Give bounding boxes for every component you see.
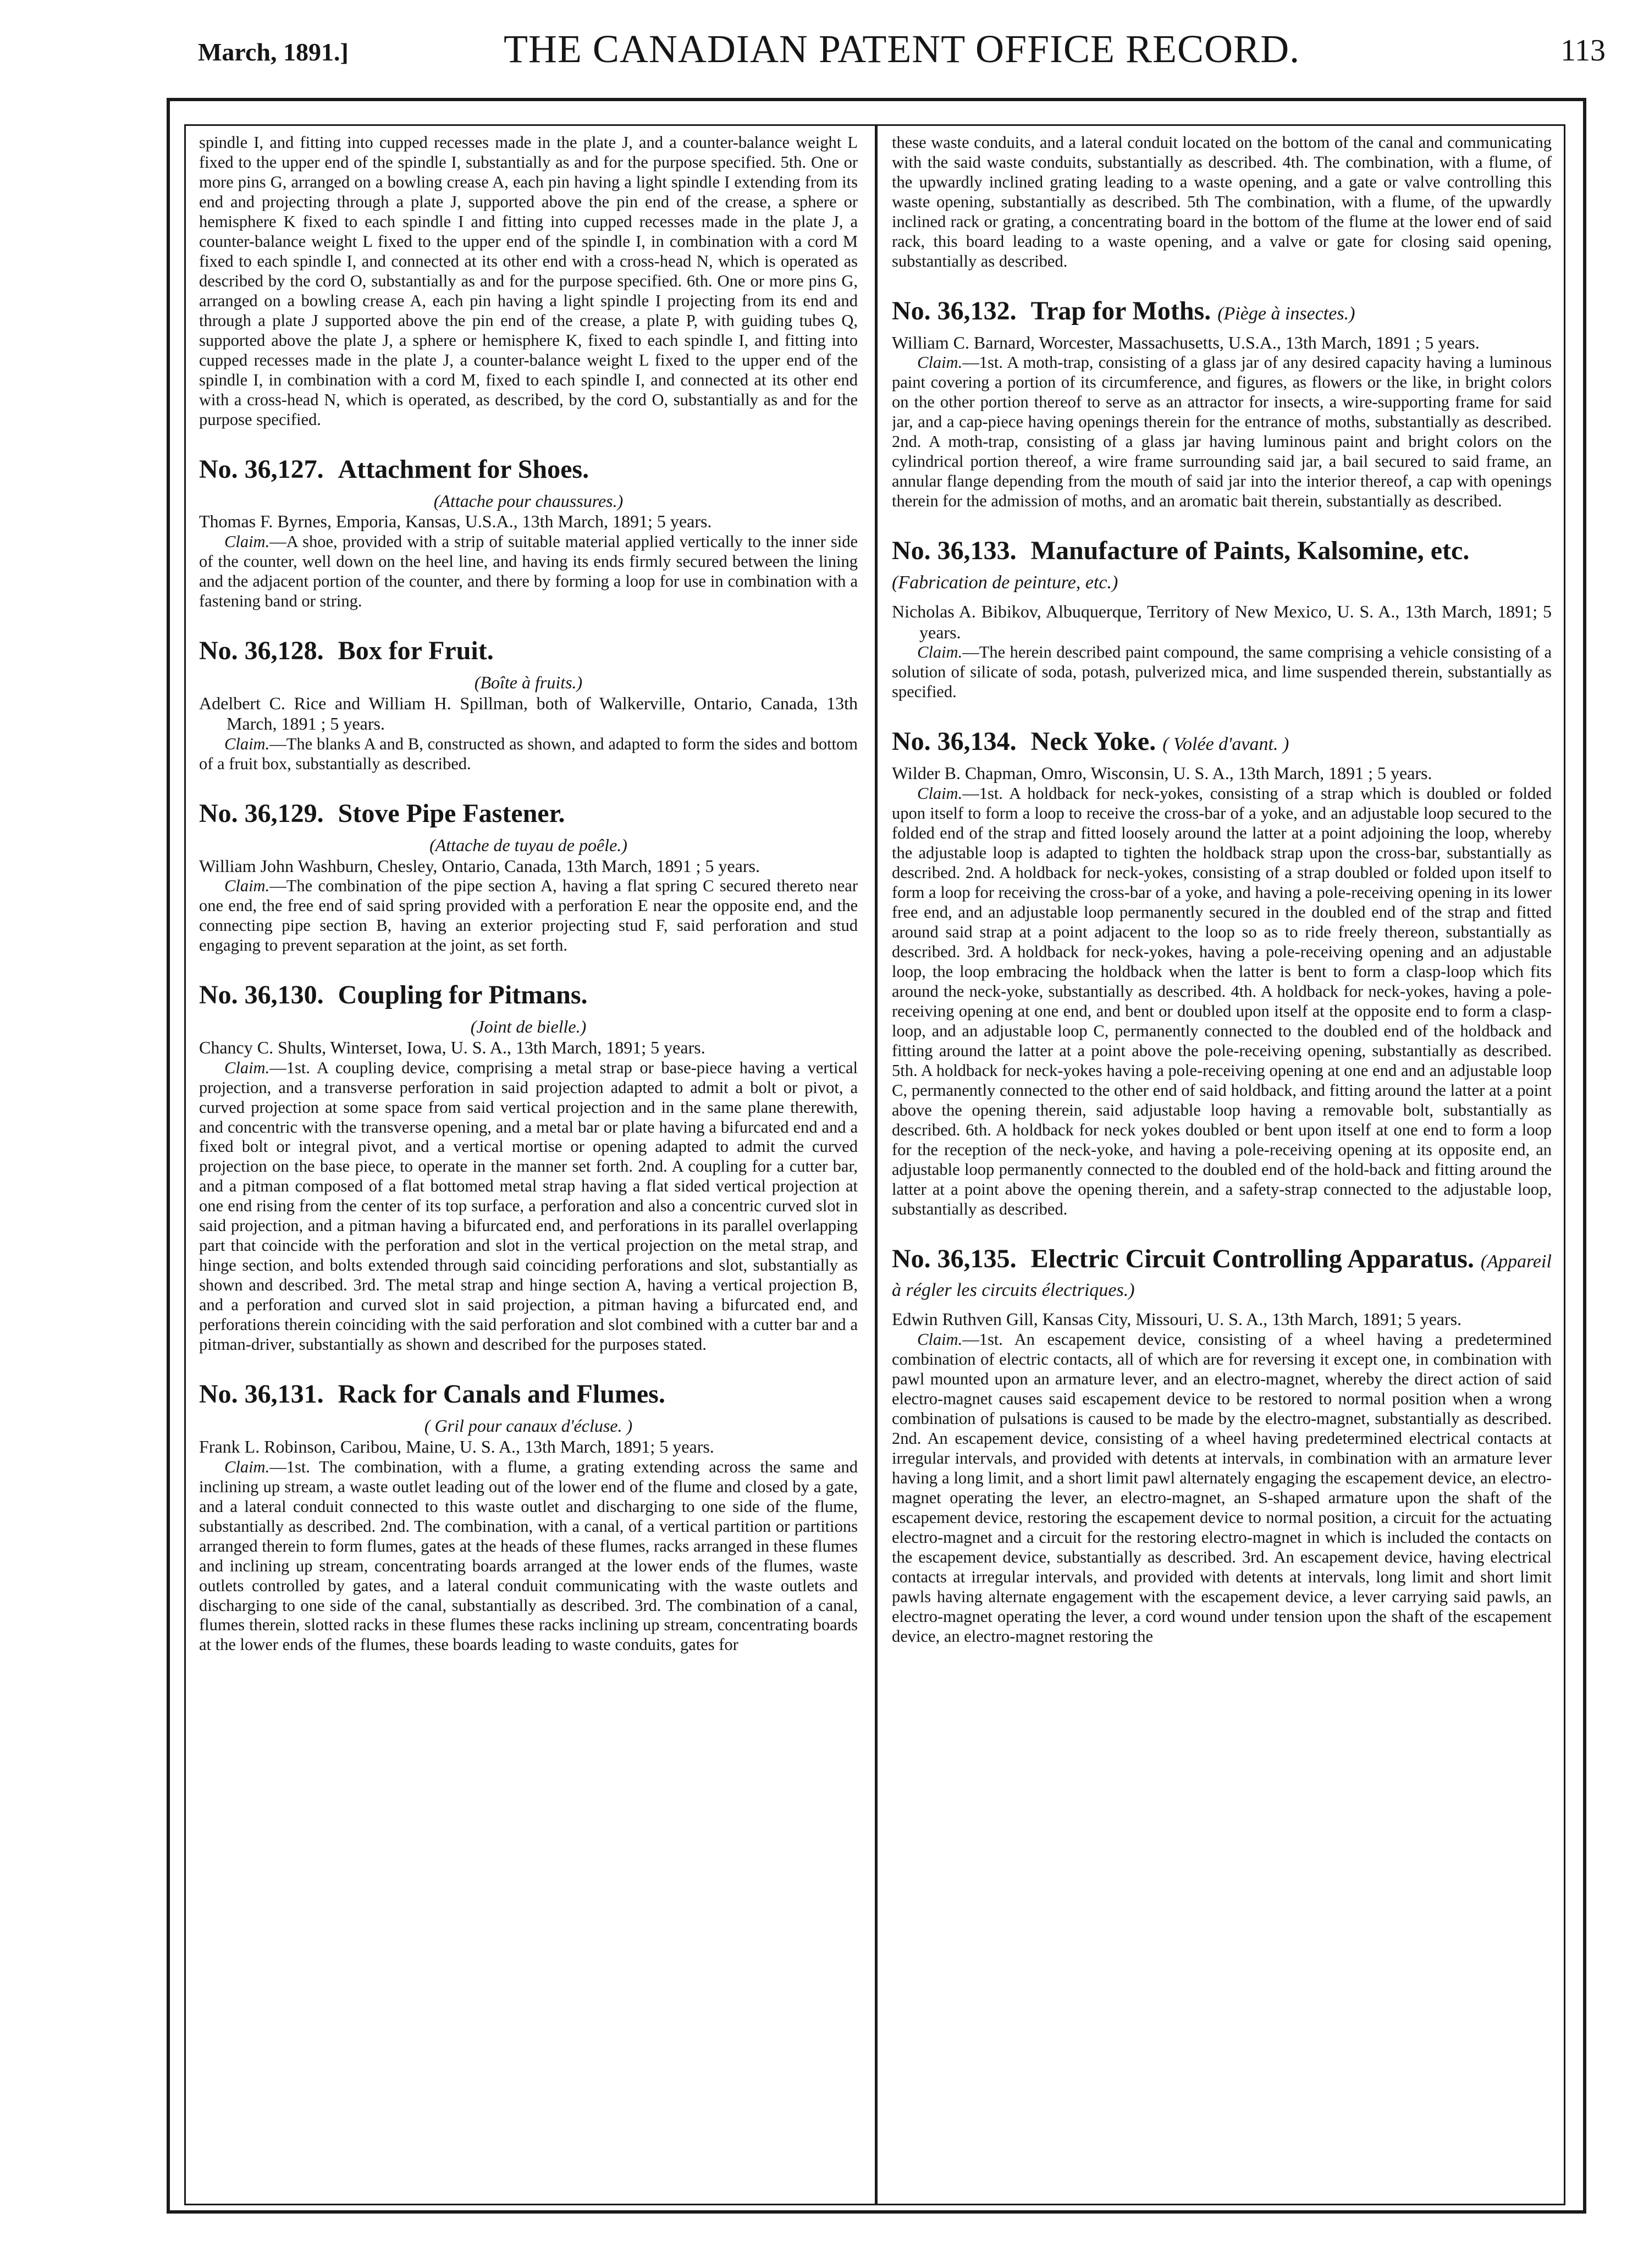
- patent-number: No. 36,128.: [199, 636, 324, 665]
- patent-number: No. 36,129.: [199, 799, 324, 829]
- inventor-line: Nicholas A. Bibikov, Albuquerque, Territory of New Mexico, U. S. A., 13th March, 1891; 5 years.: [892, 601, 1552, 642]
- claim-text: [199, 735, 858, 774]
- inventor-line: Frank L. Robinson, Caribou, Maine, U. S. A., 13th March, 1891; 5 years.: [199, 1436, 714, 1456]
- patent-number: No. 36,130.: [199, 980, 324, 1010]
- french-title: (Fabrication de peinture, etc.): [892, 572, 1118, 593]
- patent-entry-36127: [199, 455, 858, 611]
- patent-heading: [892, 727, 1552, 757]
- inventor-line: William John Washburn, Chesley, Ontario, Canada, 13th March, 1891 ; 5 years.: [199, 856, 760, 876]
- patent-entry-36134: [892, 727, 1552, 1219]
- claim-text: [199, 876, 858, 956]
- french-title: ( Volée d'avant. ): [1162, 734, 1289, 755]
- french-title: (Joint de bielle.): [470, 1017, 587, 1037]
- claim-text: [892, 1330, 1552, 1647]
- patent-entry-36128: [199, 637, 858, 774]
- patent-entry-36132: [892, 297, 1552, 511]
- patent-heading: [892, 537, 1552, 595]
- claim-text: [199, 1458, 858, 1656]
- claim-label: Claim.: [224, 876, 270, 896]
- patent-heading: [199, 981, 858, 1010]
- patent-heading: [892, 297, 1552, 326]
- patent-title: Electric Circuit Controlling Apparatus.: [1030, 1244, 1474, 1273]
- claim-body: —1st. A holdback for neck-yokes, consisting of a strap which is doubled or folded upon itself to form a loop to receive the cross-bar of a yoke, and an adjustable loop secured to the folded end of the strap and fitted loosely around the latter at a point adjoining the loop, whereby the adjustable loop is adapted to tighten the holdback strap upon the cross-bar, substantially as described. 2nd. A holdback for neck-yokes, consisting of a strap doubled or folded upon itself to form a loop for receiving the cross-bar of a yoke, and having a pole-receiving opening in its lower free end, and an adjustable loop permanently secured in the doubled end of the strap and fitted around said strap at a point adjacent to the loop so as to ride freely thereon, substantially as described. 3rd. A holdback for neck-yokes, having a pole-receiving opening and an adjustable loop, the loop embracing the holdback when the latter is bent to form a clasp-loop which fits around the neck-yoke, substantially as described. 4th. A holdback for neck-yokes, having a pole-receiving opening at one end, and bent or doubled upon itself at the opposite end to form a clasp-loop, and an adjustable loop C, permanently connected to the doubled end of the holdback and fitting around the latter at a point above the pole-receiving opening, substantially as described. 5th. A holdback for neck-yokes having a pole-receiving opening at one end and an adjustable loop C, permanently connected to the other end of said holdback, and fitting around the latter at a point above the opening therein, said adjustable loop having a removable bolt, substantially as described. 6th. A holdback for neck yokes doubled or bent upon itself at one end to form a loop for the reception of the neck-yoke, and having a pole-receiving opening at its opposite end, an adjustable loop permanently connected to the doubled end of the hold-back and fitting around the latter at a point above the opening therein, and a safety-strap connected to the adjustable loop, substantially as described.: [892, 783, 1552, 1218]
- inventor-line: Edwin Ruthven Gill, Kansas City, Missouri, U. S. A., 13th March, 1891; 5 years.: [892, 1309, 1462, 1329]
- right-column: [892, 133, 1552, 2200]
- patent-heading: [199, 637, 858, 666]
- claim-body: —A shoe, provided with a strip of suitable material applied vertically to the inner side of the counter, well down on the heel line, and having its ends firmly secured between the lining and the adjacent portion of the counter, and there by forming a loop for use in combination with a fastening band or string.: [199, 532, 858, 611]
- french-title: (Attache pour chaussures.): [433, 490, 624, 511]
- patent-number: No. 36,134.: [892, 727, 1017, 757]
- inventor-line: William C. Barnard, Worcester, Massachusetts, U.S.A., 13th March, 1891 ; 5 years.: [892, 332, 1480, 352]
- page-number: 113: [1560, 34, 1606, 68]
- patent-entry-36129: [199, 799, 858, 956]
- french-title: (Attache de tuyau de poêle.): [429, 835, 627, 855]
- patent-heading: [199, 799, 858, 829]
- patent-number: No. 36,127.: [199, 454, 324, 484]
- claim-label: Claim.: [917, 783, 963, 803]
- french-title: (Appareil à régler les circuits électriques.): [892, 1251, 1552, 1301]
- column-divider: [875, 124, 878, 2205]
- claim-body: —1st. The combination, with a flume, a grating extending across the same and inclining up stream, a waste outlet leading out of the lower end of the flume and closed by a gate, and a lateral conduit connected to this waste outlet and discharging to one side of the flume, substantially as described. 2nd. The combination, with a canal, of a vertical partition or partitions arranged therein to form flumes, gates at the heads of these flumes, racks arranged in these flumes and inclining up stream, concentrating boards arranged at the lower ends of the flumes, waste outlets controlled by gates, and a lateral conduit communicating with the waste outlets and discharging to one side of the canal, substantially as described. 3rd. The combination of a canal, flumes therein, slotted racks in these flumes these racks inclining up stream, concentrating boards at the lower ends of the flumes, these boards leading to waste conduits, gates for: [199, 1457, 858, 1654]
- patent-heading: [892, 1245, 1552, 1303]
- patent-title: Box for Fruit.: [338, 636, 494, 665]
- french-title: (Boîte à fruits.): [474, 672, 583, 692]
- patent-title: Neck Yoke.: [1030, 727, 1156, 757]
- publication-title: THE CANADIAN PATENT OFFICE RECORD.: [503, 27, 1300, 71]
- issue-date: March, 1891.]: [198, 38, 349, 66]
- patent-entry-36130: [199, 981, 858, 1355]
- claim-body: —The herein described paint compound, the same comprising a vehicle consisting of a solution of silicate of soda, potash, pulverized mica, and lime suspended therein, substantially as specified.: [892, 643, 1552, 702]
- claim-label: Claim.: [224, 735, 270, 754]
- claim-label: Claim.: [917, 1329, 963, 1349]
- patent-entry-36131: [199, 1380, 858, 1655]
- claim-text: [892, 353, 1552, 511]
- patent-entry-36133: [892, 537, 1552, 702]
- inventor-line: Thomas F. Byrnes, Emporia, Kansas, U.S.A., 13th March, 1891; 5 years.: [199, 511, 712, 532]
- claim-label: Claim.: [224, 1058, 270, 1077]
- inventor-line: Chancy C. Shults, Winterset, Iowa, U. S. A., 13th March, 1891; 5 years.: [199, 1037, 705, 1057]
- patent-title: Rack for Canals and Flumes.: [338, 1379, 665, 1409]
- patent-number: No. 36,132.: [892, 296, 1017, 325]
- patent-heading: [199, 455, 858, 484]
- claim-text: [892, 784, 1552, 1219]
- french-title: (Piège à insectes.): [1217, 303, 1355, 324]
- patent-number: No. 36,135.: [892, 1244, 1017, 1273]
- left-column: [199, 133, 858, 2200]
- claim-body: —The combination of the pipe section A, having a flat spring C secured thereto near one end, the free end of said spring provided with a perforation E near the opposite end, and the connecting pipe section B, having an exterior projecting stud F, said perforation and stud engaging to prevent separation at the joint, as set forth.: [199, 876, 858, 955]
- continued-claim-text: these waste conduits, and a lateral conduit located on the bottom of the canal and communicating with the said waste conduits, substantially as described. 4th. The combination, with a flume, of the upwardly inclined grating leading to a waste opening, and a gate or valve controlling this waste opening, substantially as described. 5th The combination, with a flume, of the upwardly inclined rack or grating, a concentrating board in the bottom of the flume at the lower end of said rack, this board leading to a waste opening, and a valve or gate for closing said opening, substantially as described.: [892, 133, 1552, 271]
- claim-label: Claim.: [917, 643, 963, 662]
- patent-title: Attachment for Shoes.: [338, 454, 589, 484]
- claim-body: —1st. A moth-trap, consisting of a glass jar of any desired capacity having a luminous paint covering a portion of its circumference, and figures, as flowers or the like, in bright colors on the other portion thereof to serve as an attractor for insects, a wire-supporting frame for said jar, and a cap-piece having openings therein for the entrance of moths, substantially as described. 2nd. A moth-trap, consisting of a glass jar having luminous paint and bright colors on the cylindrical portion thereof, a wire frame surrounding said jar, a bail secured to said frame, an annular flange depending from the mouth of said jar into the interior thereof, a cap with openings therein for the admission of moths, and an aromatic bait therein, substantially as described.: [892, 353, 1552, 511]
- patent-title: Coupling for Pitmans.: [338, 980, 588, 1010]
- patent-title: Stove Pipe Fastener.: [338, 799, 565, 829]
- claim-text: [199, 1058, 858, 1355]
- claim-label: Claim.: [917, 353, 963, 372]
- claim-text: [892, 643, 1552, 702]
- patent-title: Manufacture of Paints, Kalsomine, etc.: [1030, 536, 1470, 566]
- claim-body: —1st. A coupling device, comprising a metal strap or base-piece having a vertical projection, and a transverse perforation in said projection adapted to admit a bolt or pivot, a curved projection at some space from said vertical projection and in the same plane therewith, and concentric with the transverse opening, and a metal bar or plate having a bifurcated end and a fixed bolt or integral pivot, and a vertical mortise or opening adapted to admit the curved projection on the base piece, to operate in the manner set forth. 2nd. A coupling for a cutter bar, and a pitman composed of a flat bottomed metal strap having a flat sided vertical projection at one end rising from the center of its top surface, a perforation and also a concentric curved slot in said projection, and a pitman having a bifurcated end, and perforations in its parallel overlapping part that coincide with the perforation and slot in the vertical projection on the metal strap, and hinge section, and bolts extended through said coinciding perforations and slot, substantially as shown and described. 3rd. The metal strap and hinge section A, having a vertical projection B, and a perforation and curved slot in said projection, a pitman having a bifurcated end, and perforations therein coinciding with the said perforation and slot combined with a cutter bar and a pitman-driver, substantially as shown and described for the purposes stated.: [199, 1058, 858, 1354]
- claim-label: Claim.: [224, 1457, 270, 1476]
- patent-entry-36135: [892, 1245, 1552, 1647]
- page-header: [198, 26, 1606, 87]
- patent-number: No. 36,133.: [892, 536, 1017, 566]
- continued-claim-text: spindle I, and fitting into cupped recesses made in the plate J, and a counter-balance weight L fixed to the upper end of the spindle I, substantially as and for the purpose specified. 5th. One or more pins G, arranged on a bowling crease A, each pin having a light spindle I extending from its end and projecting through a plate J, supported above the pin end of the crease, a sphere or hemisphere K fixed to each spindle I and fitting into cupped recesses made in the plate J, a counter-balance weight L fixed to the upper end of the spindle I, in combination with a cord M fixed to each spindle I, and connected at its other end with a cross-head N, which is operated as described by the cord O, substantially as and for the purpose specified. 6th. One or more pins G, arranged on a bowling crease A, each pin having a light spindle I projecting from its end and through a plate J supported above the pin end of the crease, a plate P, with guiding tubes Q, supported above the plate J, a sphere or hemisphere K, fixed to each spindle I, and fitting into cupped recesses made in the plate J, a counter-balance weight L fixed to the upper end of the spindle I, in combination with a cord M, fixed to each spindle I, and connected at its other end with a cross-head N, which is operated, as described, by the cord O, substantially as and for the purpose specified.: [199, 133, 858, 429]
- claim-body: —The blanks A and B, constructed as shown, and adapted to form the sides and bottom of a fruit box, substantially as described.: [199, 735, 858, 774]
- claim-body: —1st. An escapement device, consisting of a wheel having a predetermined combination of electric contacts, all of which are for reversing it except one, in combination with pawl mounted upon an armature lever, and an electro-magnet, whereby the direct action of said electro-magnet causes said escapement device to be restored to normal position when a wrong combination of pulsations is caused to be made by the electro-magnet, substantially as described. 2nd. An escapement device, consisting of a wheel having predetermined electrical contacts at irregular intervals, and provided with detents at intervals, in combination with an armature lever having a long limit, and a short limit pawl alternately engaging the escapement device, an electro-magnet operating the lever, an electro-magnet, an S-shaped armature upon the shaft of the escapement device, restoring the escapement device to normal position, a circuit for the actuating electro-magnet and a circuit for the restoring electro-magnet in which is included the contacts on the escapement device, substantially as described. 3rd. An escapement device, having electrical contacts at irregular intervals, and provided with detents at intervals, long limit and short limit pawls having alternate engagement with the escapement device, a lever carrying said pawls, an electro-magnet operating the lever, a cord wound under tension upon the shaft of the escapement device, an electro-magnet restoring the: [892, 1329, 1552, 1646]
- claim-text: [199, 532, 858, 611]
- inventor-line: Adelbert C. Rice and William H. Spillman, both of Walkerville, Ontario, Canada, 13th March, 1891 ; 5 years.: [199, 693, 858, 734]
- inventor-line: Wilder B. Chapman, Omro, Wisconsin, U. S. A., 13th March, 1891 ; 5 years.: [892, 763, 1432, 783]
- patent-heading: [199, 1380, 858, 1409]
- french-title: ( Gril pour canaux d'écluse. ): [424, 1416, 633, 1436]
- patent-number: No. 36,131.: [199, 1379, 324, 1409]
- claim-label: Claim.: [224, 532, 270, 551]
- patent-title: Trap for Moths.: [1030, 296, 1211, 325]
